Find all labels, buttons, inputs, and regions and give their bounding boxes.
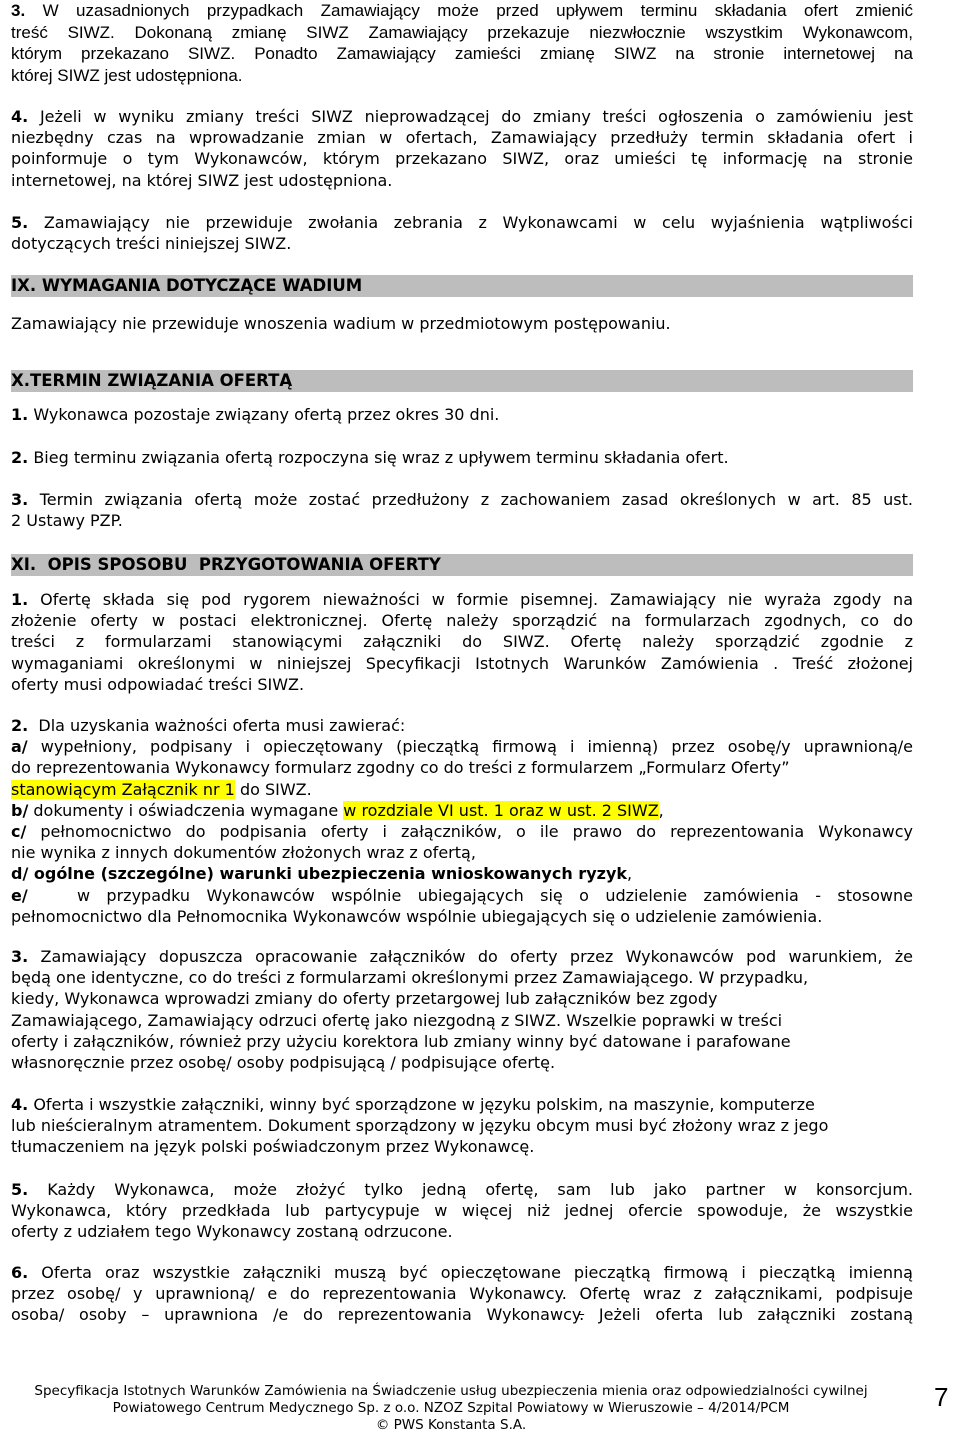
list-label: b/ [11, 800, 29, 820]
text-line: Zamawiającego, Zamawiający odrzuci ofertę jako niezgodną z SIWZ. Wszelkie poprawki w treści [11, 1010, 783, 1030]
text-line: przez osobę/ y uprawnioną/ e do reprezentowania Wykonawcy. Ofertę wraz z załącznikami, podpisuje [11, 1284, 913, 1304]
text-line: pełnomocnictwo do podpisania oferty i załączników, o ile prawo do reprezentowania Wykonawcy [26, 822, 913, 842]
text-line: do SIWZ. [234, 779, 312, 799]
text-line: wypełniony, podpisany i opieczętowany (pieczątką firmową i imienną) przez osobę/y uprawnioną/e [40, 737, 914, 757]
section-heading-x: X.TERMIN ZWIĄZANIA OFERTĄ [11, 370, 913, 392]
text-line: internetowej, na której SIWZ jest udostępniona. [11, 170, 393, 190]
text-line: Wykonawca, który przedkłada lub partycypuje w więcej niż jednej ofercie spowoduje, że wszystkie [11, 1201, 913, 1221]
section-xi-item-2 [11, 715, 913, 927]
text-line: Zamawiający nie przewiduje zwołania zebrania z Wykonawcami w celu wyjaśnienia wątpliwości [43, 213, 913, 232]
item-number: 4. [11, 1095, 29, 1114]
item-number: 5. [11, 213, 29, 232]
footer-line: Powiatowego Centrum Medycznego Sp. z o.o. NZOZ Szpital Powiatowy w Wieruszowie – 4/2014/PCM [112, 1400, 790, 1416]
text-line: Bieg terminu związania ofertą rozpoczyna się wraz z upływem terminu składania ofert. [33, 448, 729, 467]
section-xi-item-6 [11, 1262, 913, 1326]
text-line: wymaganiami określonymi w niniejszej Specyfikacji Istotnych Warunków Zamówienia . Treść złożonej [11, 653, 913, 673]
text-line: poinformuje o tym Wykonawców, którym przekazano SIWZ, oraz umieści tę informację na stronie [11, 149, 913, 169]
bold-text: ogólne (szczególne) warunki ubezpieczenia wnioskowanych ryzyk [28, 864, 628, 884]
text-line: będą one identyczne, co do treści z formularzami określonymi przez Zamawiającego. W przypadku, [11, 968, 809, 988]
text-line: 2 Ustawy PZP. [11, 511, 123, 531]
item-number: 4. [11, 107, 29, 126]
text-line: w przypadku Wykonawców wspólnie ubiegających się o udzielenie zamówienia - stosowne [76, 885, 914, 905]
text-line: Oferta oraz wszystkie załączniki muszą być opieczętowane pieczątką firmową i pieczątką imienną [41, 1263, 913, 1282]
section-xi-item-3 [11, 946, 913, 1073]
text-line: dokumenty i oświadczenia wymagane [28, 800, 344, 820]
text-line: osoba/ osoby – uprawniona /e do reprezentowania Wykonawcy [11, 1305, 580, 1325]
text-line: niezbędny czas na wprowadzanie zmian w ofertach, Zamawiający przedłuży termin składania ofert i [11, 128, 913, 148]
text-line: Zamawiający nie przewiduje wnoszenia wadium w przedmiotowym postępowaniu. [11, 314, 671, 333]
section-x-item-1 [11, 404, 913, 425]
page-footer [0, 1383, 960, 1434]
text-line: Każdy Wykonawca, może złożyć tylko jedną ofertę, sam lub jako partner w konsorcjum. [47, 1180, 913, 1199]
text-line: treść SIWZ. Dokonaną zmianę SIWZ Zamawiający przekazuje niezwłocznie wszystkim Wykonawcom, [11, 22, 913, 42]
text-line: oferty i załączników, również przy użyciu korektora lub zmiany winny być datowane i parafowane [11, 1031, 791, 1051]
paragraph-3 [11, 0, 913, 86]
item-number: 3. [11, 947, 29, 966]
text-line: dotyczących treści niniejszej SIWZ. [11, 234, 292, 254]
section-x-item-2 [11, 447, 913, 468]
item-number: 2. [11, 448, 29, 467]
footer-line: © PWS Konstanta S.A. [375, 1417, 527, 1433]
text-line: tłumaczeniem na język polski poświadczonym przez Wykonawcę. [11, 1137, 535, 1157]
section-xi-item-4 [11, 1094, 913, 1158]
section-x-item-3 [11, 489, 913, 531]
struck-text: . [579, 1305, 585, 1325]
text-line: Dla uzyskania ważności oferta musi zawierać: [38, 716, 406, 735]
text-line: pełnomocnictwo dla Pełnomocnika Wykonawców wspólnie ubiegających się o udzielenie zamówienia. [11, 906, 823, 926]
item-number: 2. [11, 716, 29, 735]
highlighted-text: stanowiącym Załącznik nr 1 [11, 779, 235, 799]
item-number: 3. [11, 490, 29, 509]
item-number: 6. [11, 1263, 29, 1282]
list-label: a/ [11, 737, 28, 757]
section-ix-text [11, 313, 913, 334]
text-line: Oferta i wszystkie załączniki, winny być sporządzone w języku polskim, na maszynie, komputerze [33, 1095, 815, 1114]
text-line: kiedy, Wykonawca wprowadzi zmiany do oferty przetargowej lub załączników bez zgody [11, 989, 718, 1009]
list-label: e/ [11, 885, 28, 905]
text-line: Jeżeli w wyniku zmiany treści SIWZ nieprowadzącej do zmiany treści ogłoszenia o zamówieniu jest [39, 107, 913, 126]
paragraph-5 [11, 212, 913, 254]
text-line: do reprezentowania Wykonawcy formularz zgodny co do treści z formularzem „Formularz Oferty” [11, 758, 790, 778]
item-number: 1. [11, 590, 29, 609]
text-line: Jeżeli oferta lub załączniki zostaną [584, 1305, 914, 1325]
text-line: oferty musi odpowiadać treści SIWZ. [11, 674, 305, 694]
item-number: 1. [11, 405, 29, 424]
text-line: złożenie oferty w postaci elektronicznej. Ofertę należy sporządzić na formularzach zgodnych, co do [11, 611, 913, 631]
text-line: treści z formularzami stanowiącymi załączniki do SIWZ. Ofertę należy sporządzić zgodnie z [11, 632, 913, 652]
section-heading-xi [11, 554, 913, 576]
item-number: 3. [11, 1, 26, 20]
text-line: której SIWZ jest udostępniona. [11, 65, 243, 85]
footer-line: Specyfikacja Istotnych Warunków Zamówienia na Świadczenie usług ubezpieczenia mienia oraz odpowiedzialności cywilnej [34, 1383, 868, 1399]
list-label: c/ [11, 822, 27, 842]
text-line: , [627, 864, 633, 884]
text-line: Zamawiający dopuszcza opracowanie załączników do oferty przez Wykonawców pod warunkiem, że [40, 947, 913, 966]
highlighted-text: w rozdziale VI ust. 1 oraz w ust. 2 SIWZ [343, 800, 659, 820]
list-label: d/ [11, 864, 29, 884]
text-line: oferty z udziałem tego Wykonawcy zostaną odrzucone. [11, 1222, 453, 1242]
text-line: Wykonawca pozostaje związany ofertą przez okres 30 dni. [33, 405, 500, 424]
heading-text: XI. OPIS SPOSOBU PRZYGOTOWANIA OFERTY [11, 555, 441, 574]
section-xi-item-5 [11, 1179, 913, 1243]
item-number: 5. [11, 1180, 29, 1199]
text-line: , [658, 800, 664, 820]
text-line: nie wynika z innych dokumentów złożonych wraz z ofertą, [11, 843, 476, 863]
section-heading-ix: IX. WYMAGANIA DOTYCZĄCE WADIUM [11, 275, 913, 297]
text-line: którym przekazano SIWZ. Ponadto Zamawiający zamieści zmianę SIWZ na stronie internetowej na [11, 44, 913, 63]
paragraph-4 [11, 106, 913, 191]
text-line: lub nieścieralnym atramentem. Dokument sporządzony w języku obcym musi być złożony wraz z jego [11, 1116, 829, 1136]
text-line: Termin związania ofertą może zostać przedłużony z zachowaniem zasad określonych w art. 85 ust. [39, 490, 913, 509]
text-line: W uzasadnionych przypadkach Zamawiający może przed upływem terminu składania ofert zmienić [42, 1, 913, 20]
text-line: Ofertę składa się pod rygorem nieważności w formie pisemnej. Zamawiający nie wyraża zgody na [40, 590, 913, 609]
text-line: własnoręcznie przez osobę/ osoby podpisującą / podpisujące ofertę. [11, 1053, 556, 1073]
section-xi-item-1 [11, 589, 913, 695]
page-number: 7 [934, 1382, 949, 1412]
